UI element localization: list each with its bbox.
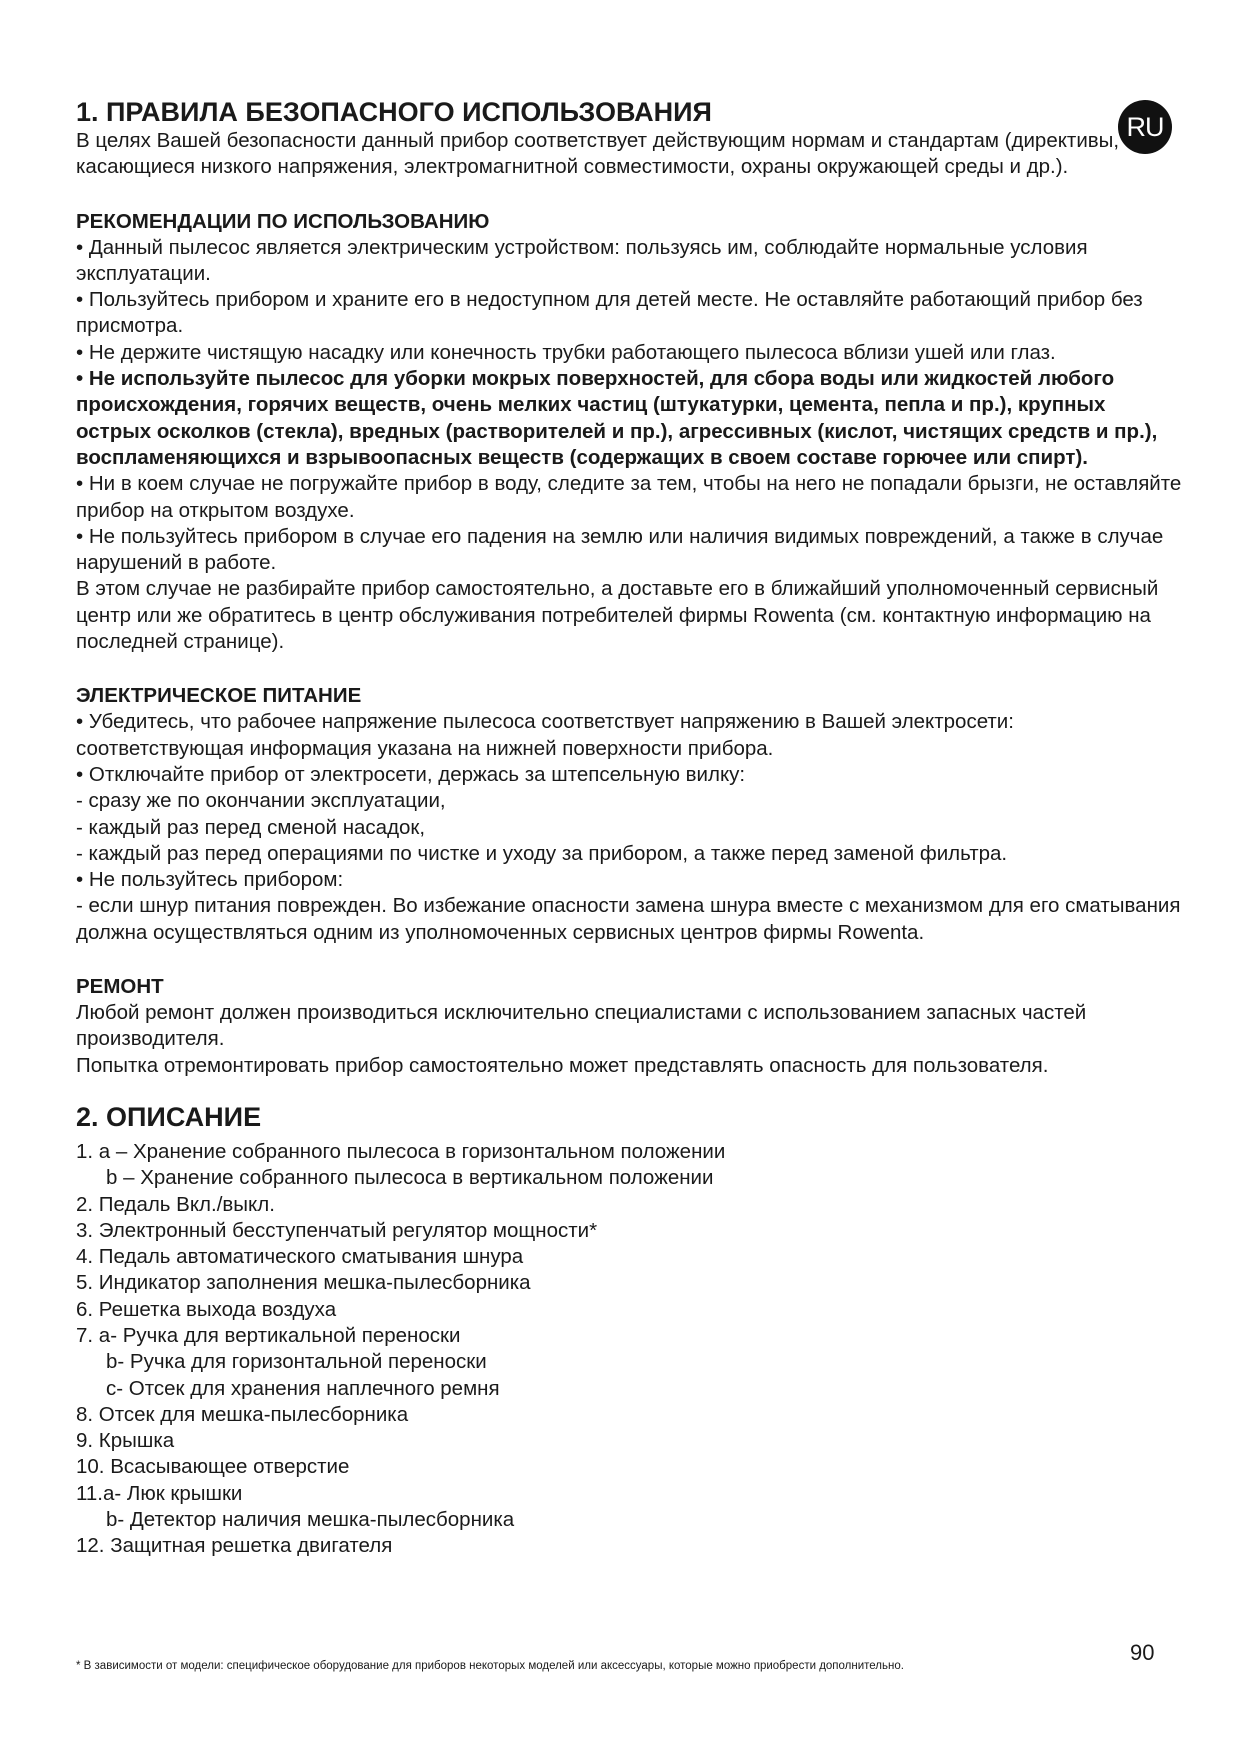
power-paragraph: - если шнур питания поврежден. Во избежание опасности замена шнура вместе с механизмом для его сматывания должна осуществляться одним из уполномоченных сервисных центров фирмы Rowenta. [76,894,1181,944]
repair-paragraph: Любой ремонт должен производиться исключительно специалистами с использованием запасных частей производителя. [76,1001,1087,1051]
list-item: b- Ручка для горизонтальной переноски [106,1350,487,1374]
recommendations-heading: РЕКОМЕНДАЦИИ ПО ИСПОЛЬЗОВАНИЮ [76,209,490,233]
list-item: 4. Педаль автоматического сматывания шнура [76,1245,524,1269]
section-1-intro: В целях Вашей безопасности данный прибор соответствует действующим нормам и стандартам (директивы, касающиеся низкого напряжения, электромагнитной совместимости, охраны окружающей среды и др.). [76,129,1120,179]
footnote: * В зависимости от модели: специфическое оборудование для приборов некоторых моделей или аксессуары, которые можно приобрести дополнительно. [76,1660,904,1672]
repair-heading: РЕМОНТ [76,975,164,999]
description-list [76,1139,1186,1560]
section-2-title: 2. ОПИСАНИЕ [76,1101,262,1132]
list-item: 1. a – Хранение собранного пылесоса в горизонтальном положении [76,1139,726,1163]
list-item: b- Детектор наличия мешка-пылесборника [106,1508,515,1532]
list-item: 3. Электронный бесступенчатый регулятор мощности* [76,1218,598,1242]
list-item: 7. a- Ручка для вертикальной переноски [76,1323,461,1347]
power-paragraph: • Отключайте прибор от электросети, держась за штепсельную вилку: [76,762,746,786]
power-paragraph: • Не пользуйтесь прибором: [76,868,344,892]
section-1-title: 1. ПРАВИЛА БЕЗОПАСНОГО ИСПОЛЬЗОВАНИЯ [76,97,712,127]
list-item: 11.a- Люк крышки [76,1481,243,1505]
list-item: 8. Отсек для мешка-пылесборника [76,1402,409,1426]
list-item: c- Отсек для хранения наплечного ремня [106,1376,500,1400]
power-paragraph: - каждый раз перед сменой насадок, [76,815,426,839]
power-paragraph: • Убедитесь, что рабочее напряжение пылесоса соответствует напряжению в Вашей электросети: соответствующая информация указана на нижней поверхности прибора. [76,710,1014,760]
page-content [76,96,1186,1560]
recommendation-paragraph: • Пользуйтесь прибором и храните его в недоступном для детей месте. Не оставляйте работающий прибор без присмотра. [76,288,1143,338]
repair-paragraph: Попытка отремонтировать прибор самостоятельно может представлять опасность для пользователя. [76,1053,1049,1077]
list-item: b – Хранение собранного пылесоса в вертикальном положении [106,1166,714,1190]
recommendation-paragraph: • Данный пылесос является электрическим устройством: пользуясь им, соблюдайте нормальные условия эксплуатации. [76,235,1088,285]
list-item: 10. Всасывающее отверстие [76,1455,350,1479]
power-paragraph: - каждый раз перед операциями по чистке и уходу за прибором, а также перед заменой фильтра. [76,841,1008,865]
recommendation-paragraph: В этом случае не разбирайте прибор самостоятельно, а доставьте его в ближайший уполномоченный сервисный центр или же обратитесь в центр обслуживания потребителей фирмы Rowenta (см. контактную информацию на последней странице). [76,577,1159,654]
recommendation-paragraph: • Не пользуйтесь прибором в случае его падения на землю или наличия видимых повреждений, а также в случае нарушений в работе. [76,524,1164,575]
page-number: 90 [1130,1640,1155,1665]
language-badge: RU [1118,100,1172,154]
list-item: 6. Решетка выхода воздуха [76,1297,337,1321]
recommendation-paragraph: • Ни в коем случае не погружайте прибор в воду, следите за тем, чтобы на него не попадали брызги, не оставляйте прибор на открытом воздухе. [76,472,1182,522]
power-heading: ЭЛЕКТРИЧЕСКОЕ ПИТАНИЕ [76,684,362,708]
power-paragraph: - сразу же по окончании эксплуатации, [76,789,446,813]
recommendation-paragraph: • Не держите чистящую насадку или конечность трубки работающего пылесоса вблизи ушей или глаз. [76,340,1056,364]
list-item: 2. Педаль Вкл./выкл. [76,1192,275,1216]
recommendation-warning: • Не используйте пылесос для уборки мокрых поверхностей, для сбора воды или жидкостей любого происхождения, горячих веществ, очень мелких частиц (штукатурки, цемента, пепла и пр.), крупных острых осколков (стекла), вредных (растворителей и пр.), агрессивных (кислот, чистящих средств и пр.), воспламеняющихся и взрывоопасных веществ (содержащих в своем составе горючее или спирт). [76,367,1158,469]
list-item: 12. Защитная решетка двигателя [76,1534,393,1558]
list-item: 9. Крышка [76,1429,175,1453]
list-item: 5. Индикатор заполнения мешка-пылесборника [76,1271,531,1295]
